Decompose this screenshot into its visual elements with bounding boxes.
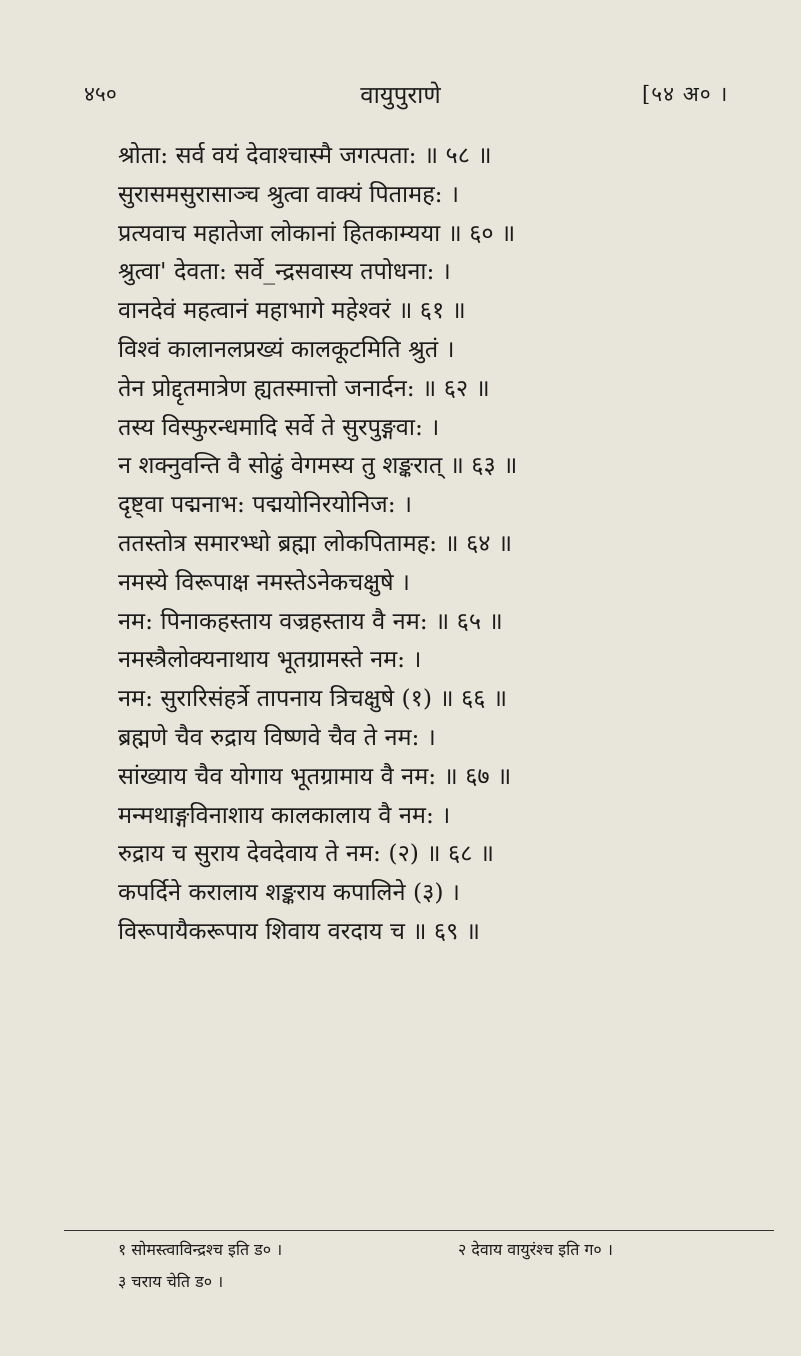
verse-line: न शक्नुवन्ति वै सोढुं वेगमस्य तु शङ्करात् ॥ ६३ ॥ (118, 451, 518, 480)
page-number: ४५० (84, 82, 117, 106)
verse-line: ब्रह्मणे चैव रुद्राय विष्णवे चैव ते नम: । (118, 722, 436, 751)
footnote-rule (64, 1230, 774, 1231)
verse-line: कपर्दिने करालाय शङ्कराय कपालिने (३) । (118, 878, 460, 907)
chapter-reference: [५४ अ० । (642, 82, 729, 106)
footnote-1: १ सोमस्त्वाविन्द्रश्च इति ड० । (118, 1240, 283, 1259)
verse-line: दृष्ट्वा पद्मनाभ: पद्मयोनिरयोनिज: । (118, 490, 413, 519)
footnote-2: २ देवाय वायुरंश्च इति ग० । (458, 1240, 613, 1259)
verse-line: मन्मथाङ्गविनाशाय कालकालाय वै नम: । (118, 800, 451, 829)
verse-line: नम: सुरारिसंहर्त्रे तापनाय त्रिचक्षुषे (१) ॥ ६६ ॥ (118, 684, 508, 713)
verse-line: विश्वं कालानलप्रख्यं कालकूटमिति श्रुतं । (118, 334, 455, 363)
verse-line: सांख्याय चैव योगाय भूतग्रामाय वै नम: ॥ ६७ ॥ (118, 761, 512, 790)
verse-line: सुरासमसुरासाञ्च श्रुत्वा वाक्यं पितामह: । (118, 179, 459, 208)
verse-line: रुद्राय च सुराय देवदेवाय ते नम: (२) ॥ ६८ ॥ (118, 839, 494, 868)
verse-line: प्रत्यवाच महातेजा लोकानां हितकाम्यया ॥ ६० ॥ (118, 218, 516, 247)
verse-line: नम: पिनाकहस्ताय वज्रहस्ताय वै नम: ॥ ६५ ॥ (118, 606, 503, 635)
verse-line: तेन प्रोद्दृतमात्रेण ह्यतस्मात्तो जनार्दन: ॥ ६२ ॥ (118, 373, 490, 402)
verse-line: ततस्तोत्र समारभ्धो ब्रह्मा लोकपितामह: ॥ ६४ ॥ (118, 528, 513, 557)
verse-line: विरूपायैकरूपाय शिवाय वरदाय च ॥ ६९ ॥ (118, 916, 480, 945)
running-title: वायुपुराणे (360, 81, 441, 109)
verse-line: वानदेवं महत्वानं महाभागे महेश्वरं ॥ ६१ ॥ (118, 296, 466, 325)
verse-line: श्रुत्वा' देवता: सर्वे_न्द्रसवास्य तपोधना: । (118, 257, 451, 286)
footnote-3: ३ चराय चेति ड० । (118, 1272, 224, 1291)
verse-line: तस्य विस्फुरन्धमादि सर्वे ते सुरपुङ्गवा: । (118, 412, 440, 441)
verse-block (118, 136, 768, 951)
verse-line: नमस्त्रैलोक्यनाथाय भूतग्रामस्ते नम: । (118, 645, 422, 674)
page-header (0, 78, 801, 118)
verse-line: नमस्ये विरूपाक्ष नमस्तेऽनेकचक्षुषे । (118, 567, 410, 596)
verse-line: श्रोता: सर्व वयं देवाश्चास्मै जगत्पता: ॥ ५८ ॥ (118, 141, 492, 169)
